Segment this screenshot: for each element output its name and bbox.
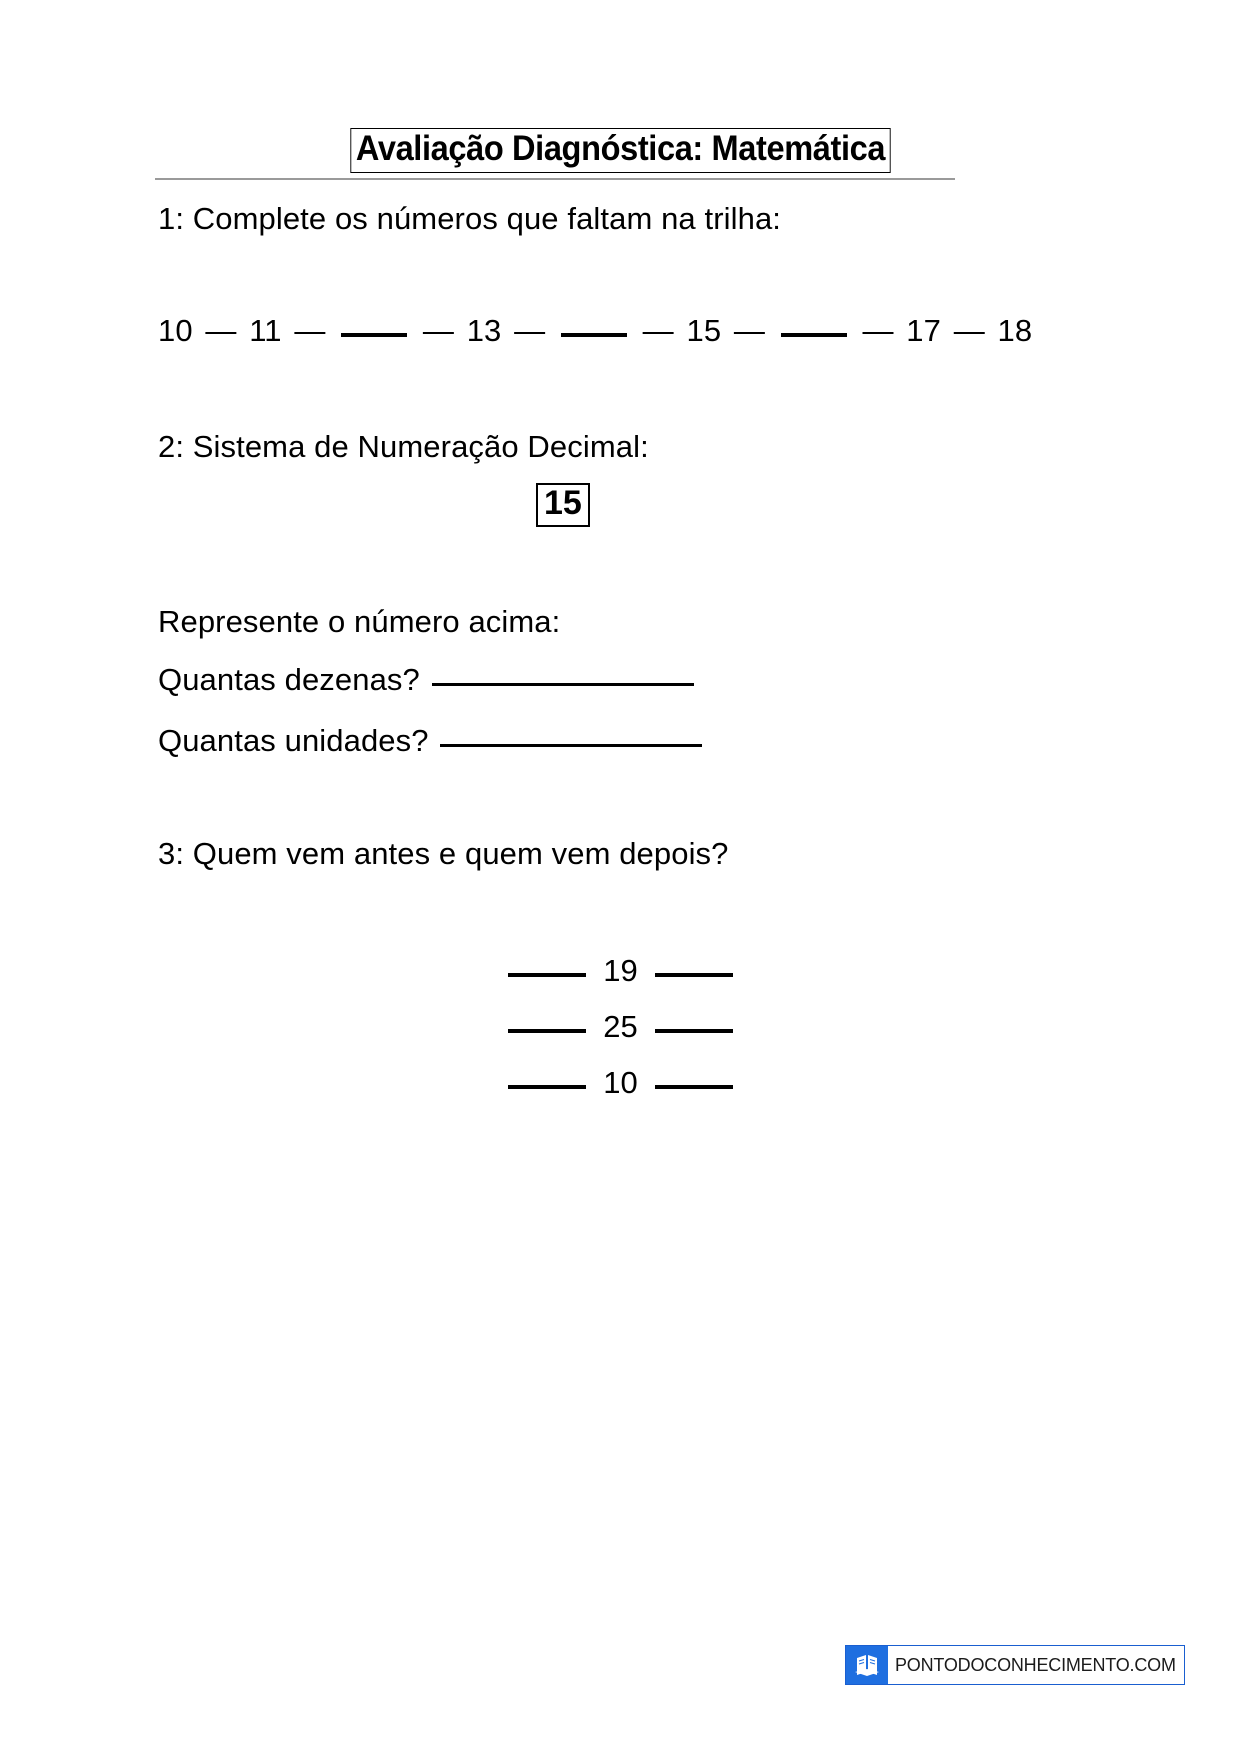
question-3-prompt: 3: Quem vem antes e quem vem depois? [158,836,729,871]
sequence-dash-8: — [953,313,985,348]
question-2-tens-row [158,661,697,698]
question-3-before-blank-3[interactable] [508,1085,586,1089]
sequence-dash-4: — [514,313,546,348]
question-1-sequence [158,312,1032,349]
question-3-number-3: 10 [603,1065,638,1100]
question-1-prompt: 1: Complete os números que faltam na trilha: [158,201,781,236]
sequence-blank-2[interactable] [561,333,627,337]
question-3-number-1: 19 [603,953,638,988]
question-2-tens-label: Quantas dezenas? [158,662,420,697]
question-3-after-blank-1[interactable] [655,973,733,977]
question-3-row-1 [0,952,1241,989]
sequence-blank-3[interactable] [781,333,847,337]
question-3-after-blank-3[interactable] [655,1085,733,1089]
book-knowledge-icon [846,1646,888,1684]
question-2-tens-blank[interactable] [432,683,694,686]
sequence-number-3: 13 [466,313,502,348]
question-2-prompt: 2: Sistema de Numeração Decimal: [158,429,649,464]
sequence-number-5: 17 [906,313,941,348]
title-divider [155,178,955,180]
boxed-number-15: 15 [536,483,590,527]
sequence-number-2: 11 [249,313,282,348]
sequence-dash-1: — [205,313,237,348]
footer-brand-text: PONTODOCONHECIMENTO.COM [895,1654,1176,1675]
question-3-number-2: 25 [603,1009,638,1044]
sequence-dash-6: — [733,313,766,348]
question-3-before-blank-2[interactable] [508,1029,586,1033]
sequence-number-6: 18 [997,313,1033,348]
question-2-units-row [158,722,705,759]
question-2-units-blank[interactable] [440,744,702,747]
page-title-container [0,128,1241,173]
question-3-before-blank-1[interactable] [508,973,586,977]
sequence-blank-1[interactable] [341,333,407,337]
page-title: Avaliação Diagnóstica: Matemática [350,128,890,173]
question-2-units-label: Quantas unidades? [158,723,429,758]
sequence-dash-2: — [294,313,326,348]
sequence-dash-5: — [642,313,674,348]
sequence-dash-3: — [422,313,454,348]
question-2-instruction: Represente o número acima: [158,604,561,639]
sequence-dash-7: — [862,313,894,348]
question-3-row-3 [0,1064,1241,1101]
question-3-row-2 [0,1008,1241,1045]
footer-brand-badge[interactable] [845,1645,1185,1685]
question-3-after-blank-2[interactable] [655,1029,733,1033]
sequence-number-1: 10 [158,313,193,348]
sequence-number-4: 15 [686,313,722,348]
